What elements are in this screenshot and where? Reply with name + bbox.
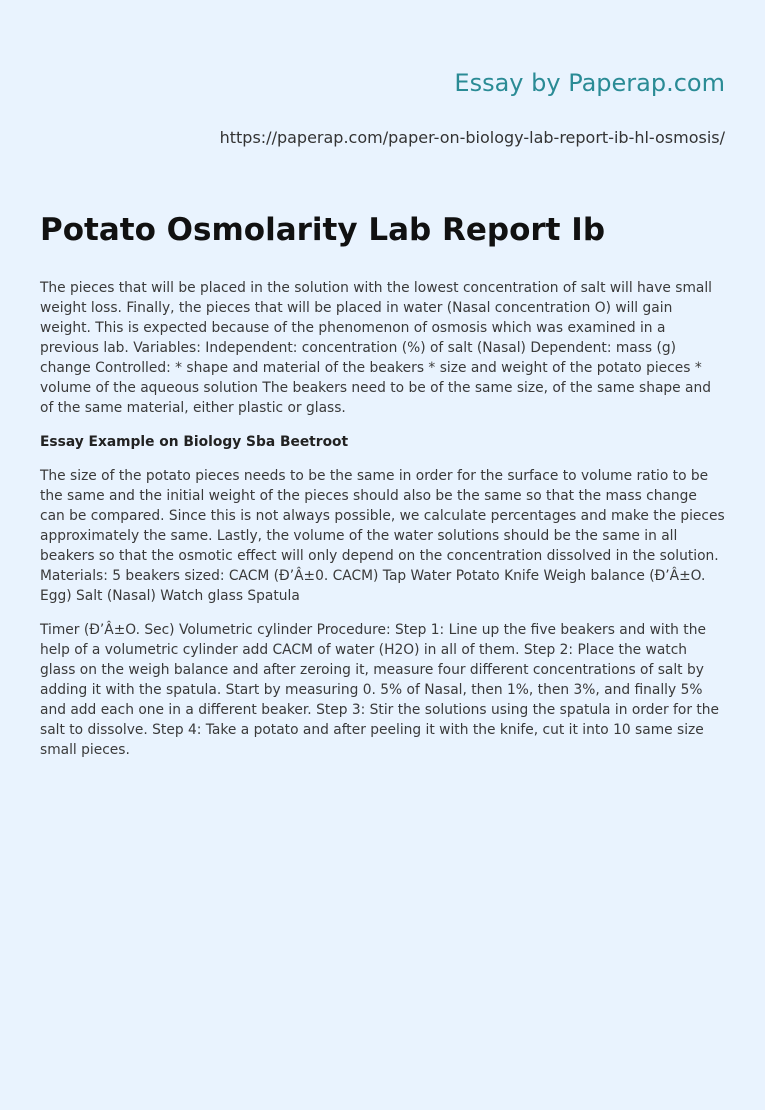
source-url[interactable]: https://paperap.com/paper-on-biology-lab-report-ib-hl-osmosis/: [219, 128, 725, 147]
paragraph-3: Timer (Đ’Â±O. Sec) Volumetric cylinder Procedure: Step 1: Line up the five beakers and with the help of a volumetric cylinder add CACM of water (H2O) in all of them. Step 2: Place the watch glass on the weigh balance and after zeroing it, measure four different concentrations of salt by adding it with the spatula. Start by measuring 0. 5% of Nasal, then 1%, then 3%, and finally 5% and add each one in a different beaker. Step 3: Stir the solutions using the spatula in order for the salt to dissolve. Step 4: Take a potato and after peeling it with the knife, cut it into 10 same size small pieces.: [40, 622, 720, 758]
article-body: [40, 278, 725, 774]
section-subheading: Essay Example on Biology Sba Beetroot: [40, 434, 349, 450]
brand-link[interactable]: Essay by Paperap.com: [454, 69, 725, 97]
paragraph-1: The pieces that will be placed in the solution with the lowest concentration of salt will have small weight loss. Finally, the pieces that will be placed in water (Nasal concentration O) will gain weight. This is expected because of the phenomenon of osmosis which was examined in a previous lab. Variables: Independent: concentration (%) of salt (Nasal) Dependent: mass (g) change Controlled: * shape and material of the beakers * size and weight of the potato pieces * volume of the aqueous solution The beakers need to be of the same size, of the same shape and of the same material, either plastic or glass.: [40, 280, 713, 416]
page-title: Potato Osmolarity Lab Report Ib: [40, 212, 606, 248]
paragraph-2: The size of the potato pieces needs to be the same in order for the surface to volume ratio to be the same and the initial weight of the pieces should also be the same so that the mass change can be compared. Since this is not always possible, we calculate percentages and make the pieces approximately the same. Lastly, the volume of the water solutions should be the same in all beakers so that the osmotic effect will only depend on the concentration dissolved in the solution. Materials: 5 beakers sized: CACM (Đ’Â±0. CACM) Tap Water Potato Knife Weigh balance (Đ’Â±O. Egg) Salt (Nasal) Watch glass Spatula: [40, 468, 725, 604]
